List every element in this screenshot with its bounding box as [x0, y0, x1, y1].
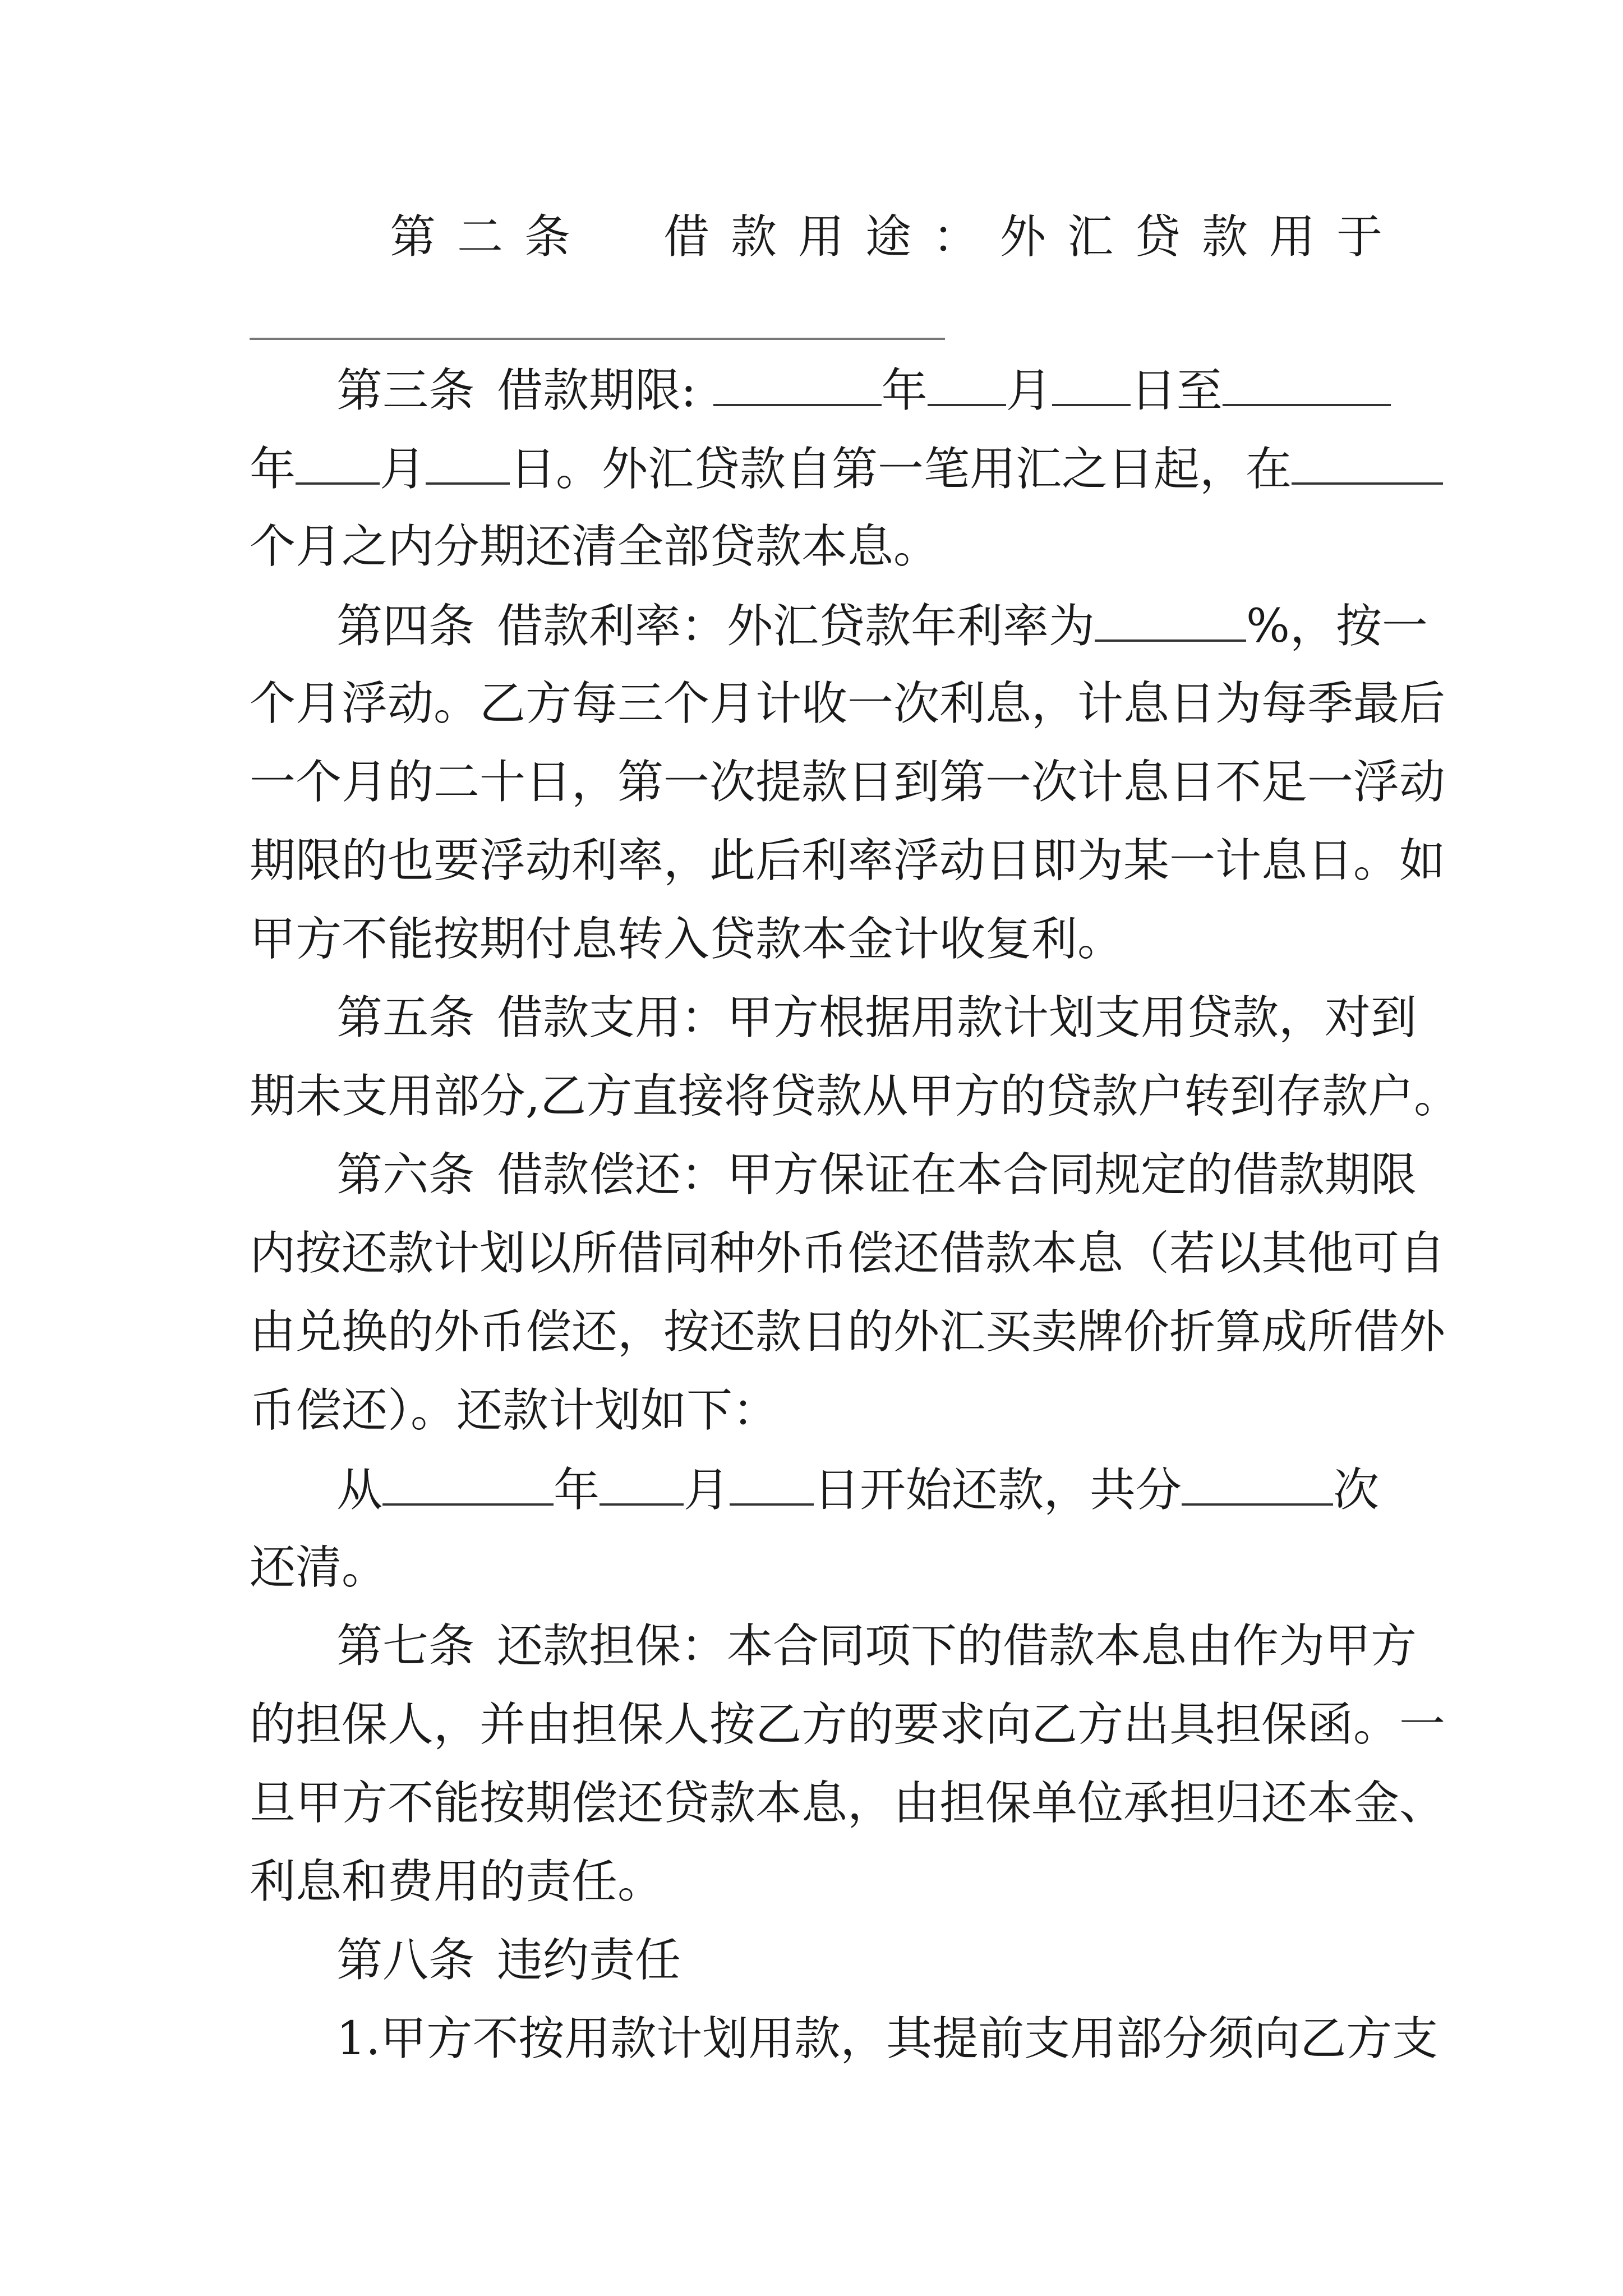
article-7-line-3 [250, 1777, 1446, 1830]
article-3-day-to: 日至 [1130, 364, 1223, 417]
article-3-start-year-blank [713, 367, 882, 406]
article-6-line-2 [250, 1227, 1446, 1280]
article-4-text-4: 期限的也要浮动利率，此后利率浮动日即为某一计息日。如 [250, 834, 1446, 887]
article-3-title: 借款期限: [497, 364, 697, 417]
article-6-line-3 [250, 1305, 1446, 1359]
repayment-times-blank [1182, 1466, 1333, 1506]
repayment-year: 年 [554, 1464, 600, 1517]
article-3-month-2: 月 [380, 443, 426, 496]
article-6-text-3: 由兑换的外币偿还，按还款日的外汇买卖牌价折算成所借外 [250, 1305, 1446, 1359]
article-7-label: 第七条 [336, 1619, 475, 1673]
article-7-text-3: 旦甲方不能按期偿还贷款本息，由担保单位承担归还本金、 [250, 1777, 1446, 1830]
repayment-start: 日开始还款，共分 [814, 1464, 1182, 1517]
article-3-end-year-blank [1223, 367, 1391, 406]
article-2-text: 借款用途：外汇贷款用于 [642, 210, 1382, 264]
article-7-line-2 [250, 1698, 1446, 1751]
article-7-line-1 [336, 1619, 1417, 1673]
article-4-label: 第四条 [336, 600, 475, 653]
article-6-text-1: 借款偿还：甲方保证在本合同规定的借款期限 [497, 1148, 1417, 1202]
article-3-months-blank [1292, 445, 1443, 485]
article-5-label: 第五条 [336, 991, 475, 1045]
repayment-line-2 [250, 1541, 1382, 1594]
repayment-month-blank [600, 1466, 684, 1506]
article-4-text-3: 一个月的二十日，第一次提款日到第一次计息日不足一浮动 [250, 756, 1446, 809]
article-7-text-4: 利息和费用的责任。 [250, 1855, 664, 1908]
repayment-month: 月 [684, 1464, 730, 1517]
article-3-day-end: 日。外汇贷款自第一笔用汇之日起，在 [510, 443, 1292, 496]
article-7-text-2: 的担保人，并由担保人按乙方的要求向乙方出具担保函。一 [250, 1698, 1446, 1751]
article-3-tail: 个月之内分期还清全部贷款本息。 [250, 520, 940, 573]
repayment-done: 还清。 [250, 1541, 388, 1594]
article-5-line-2 [250, 1070, 1460, 1123]
repayment-day-blank [730, 1466, 814, 1506]
article-3-end-month-blank [296, 445, 380, 485]
article-7-line-4 [250, 1855, 1382, 1908]
article-4-percent: %，按一 [1246, 600, 1428, 653]
article-4-text-5: 甲方不能按期付息转入贷款本金计收复利。 [250, 913, 1124, 966]
article-4-line-5 [250, 913, 1382, 966]
article-6-line-4 [250, 1384, 1382, 1437]
article-6-text-2: 内按还款计划以所借同种外币偿还借款本息（若以其他可自 [250, 1227, 1446, 1280]
article-6-line-1 [336, 1148, 1417, 1202]
article-4-line-1 [336, 600, 1428, 653]
article-3-line-2 [250, 443, 1382, 496]
article-5-line-1 [336, 991, 1417, 1045]
article-4-line-4 [250, 834, 1446, 887]
article-4-line-2 [250, 677, 1446, 730]
article-3-year-2: 年 [250, 443, 296, 496]
article-7-text-1: 还款担保：本合同项下的借款本息由作为甲方 [497, 1619, 1417, 1673]
article-3-line-1 [336, 364, 1382, 417]
article-3-start-month-blank [928, 367, 1006, 406]
article-4-rate-blank [1095, 602, 1246, 642]
article-3-month-1: 月 [1006, 364, 1052, 417]
article-8-item-1-text: 1.甲方不按用款计划用款，其提前支用部分须向乙方支 [336, 2012, 1438, 2065]
article-3-end-day-blank [426, 445, 510, 485]
article-4-text-2: 个月浮动。乙方每三个月计收一次利息，计息日为每季最后 [250, 677, 1446, 730]
article-4-line-3 [250, 756, 1446, 809]
article-5-text-2: 期未支用部分,乙方直接将贷款从甲方的贷款户转到存款户。 [250, 1070, 1460, 1123]
article-3-year-1: 年 [881, 364, 928, 417]
article-3-start-day-blank [1052, 367, 1131, 406]
repayment-times: 次 [1333, 1464, 1380, 1517]
repayment-from: 从 [336, 1464, 383, 1517]
article-4-lead: 借款利率：外汇贷款年利率为 [497, 600, 1095, 653]
repayment-year-blank [382, 1466, 554, 1506]
article-2-label: 第二条 [390, 210, 592, 264]
article-3-line-3 [250, 520, 1382, 573]
article-2-fill-line [250, 338, 945, 340]
article-2-line [390, 210, 1382, 264]
article-8-line-1 [336, 1934, 1382, 1987]
article-8-title: 违约责任 [497, 1934, 681, 1987]
article-8-label: 第八条 [336, 1934, 475, 1987]
article-6-label: 第六条 [336, 1148, 475, 1202]
article-3-label: 第三条 [336, 364, 475, 417]
repayment-line-1 [336, 1464, 1382, 1517]
article-5-text-1: 借款支用：甲方根据用款计划支用贷款，对到 [497, 991, 1417, 1045]
article-8-item-1 [336, 2012, 1438, 2065]
article-6-text-4: 币偿还）。还款计划如下： [250, 1384, 779, 1437]
